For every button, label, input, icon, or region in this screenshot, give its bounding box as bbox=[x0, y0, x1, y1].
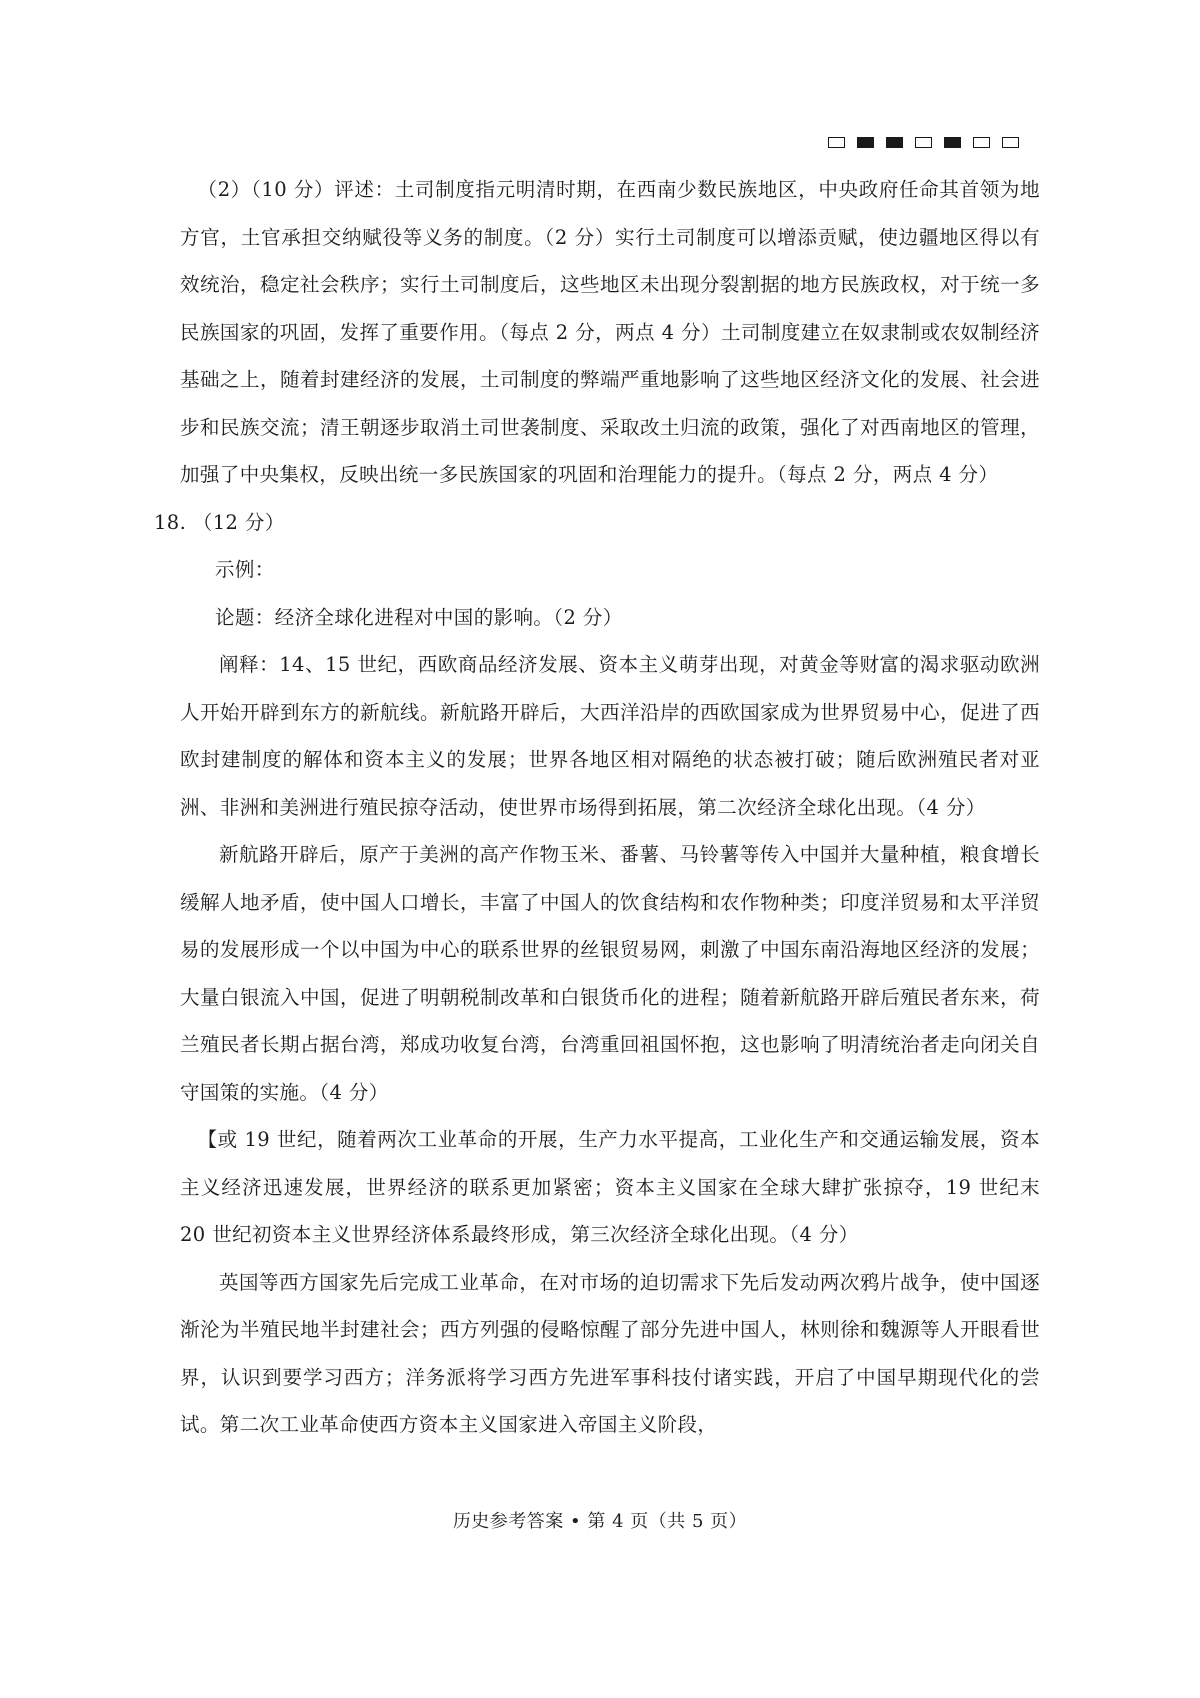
section-17-2-paragraph: （2）（10 分）评述：土司制度指元明清时期，在西南少数民族地区，中央政府任命其首领为地方官，土官承担交纳赋役等义务的制度。（2 分）实行土司制度可以增添贡赋，使边疆地区得以有效统治，稳定社会秩序；实行土司制度后，这些地区未出现分裂割据的地方民族政权，对于统一多民族国家的巩固，发挥了重要作用。（每点 2 分，两点 4 分）土司制度建立在奴隶制或农奴制经济基础之上，随着封建经济的发展，土司制度的弊端严重地影响了这些地区经济文化的发展、社会进步和民族交流；清王朝逐步取消土司世袭制度、采取改土归流的政策，强化了对西南地区的管理，加强了中央集权，反映出统一多民族国家的巩固和治理能力的提升。（每点 2 分，两点 4 分） bbox=[180, 178, 1040, 486]
marker-box bbox=[915, 137, 932, 148]
marker-box bbox=[1002, 137, 1019, 148]
page-footer: 历史参考答案 • 第 4 页（共 5 页） bbox=[452, 1511, 748, 1532]
marker-box bbox=[857, 137, 874, 148]
explanation-paragraph-1: 阐释：14、15 世纪，西欧商品经济发展、资本主义萌芽出现，对黄金等财富的渴求驱动欧洲人开始开辟到东方的新航线。新航路开辟后，大西洋沿岸的西欧国家成为世界贸易中心，促进了西欧封建制度的解体和资本主义的发展；世界各地区相对隔绝的状态被打破；随后欧洲殖民者对亚洲、非洲和美洲进行殖民掠夺活动，使世界市场得到拓展，第二次经济全球化出现。（4 分） bbox=[180, 653, 1040, 819]
example-label: 示例： bbox=[215, 558, 275, 581]
marker-box bbox=[973, 137, 990, 148]
question-18-heading: 18. （12 分） bbox=[154, 510, 285, 534]
marker-box bbox=[886, 137, 903, 148]
answer-content bbox=[154, 166, 1040, 1449]
marker-box bbox=[944, 137, 961, 148]
alternative-paragraph-1: 【或 19 世纪，随着两次工业革命的开展，生产力水平提高，工业化生产和交通运输发展，资本主义经济迅速发展，世界经济的联系更加紧密；资本主义国家在全球大肆扩张掠夺，19 世纪末 20 世纪初资本主义世界经济体系最终形成，第三次经济全球化出现。（4 分） bbox=[180, 1128, 1040, 1246]
explanation-paragraph-2: 新航路开辟后，原产于美洲的高产作物玉米、番薯、马铃薯等传入中国并大量种植，粮食增长缓解人地矛盾，使中国人口增长，丰富了中国人的饮食结构和农作物种类；印度洋贸易和太平洋贸易的发展形成一个以中国为中心的联系世界的丝银贸易网，刺激了中国东南沿海地区经济的发展；大量白银流入中国，促进了明朝税制改革和白银货币化的进程；随着新航路开辟后殖民者东来，荷兰殖民者长期占据台湾，郑成功收复台湾，台湾重回祖国怀抱，这也影响了明清统治者走向闭关自守国策的实施。（4 分） bbox=[180, 843, 1040, 1104]
thesis-paragraph: 论题：经济全球化进程对中国的影响。（2 分） bbox=[215, 605, 623, 629]
alternative-paragraph-2: 英国等西方国家先后完成工业革命，在对市场的迫切需求下先后发动两次鸦片战争，使中国逐渐沦为半殖民地半封建社会；西方列强的侵略惊醒了部分先进中国人，林则徐和魏源等人开眼看世界，认识到要学习西方；洋务派将学习西方先进军事科技付诸实践，开启了中国早期现代化的尝试。第二次工业革命使西方资本主义国家进入帝国主义阶段， bbox=[180, 1270, 1040, 1436]
marker-box bbox=[828, 137, 845, 148]
page-marker-boxes bbox=[828, 137, 1019, 148]
